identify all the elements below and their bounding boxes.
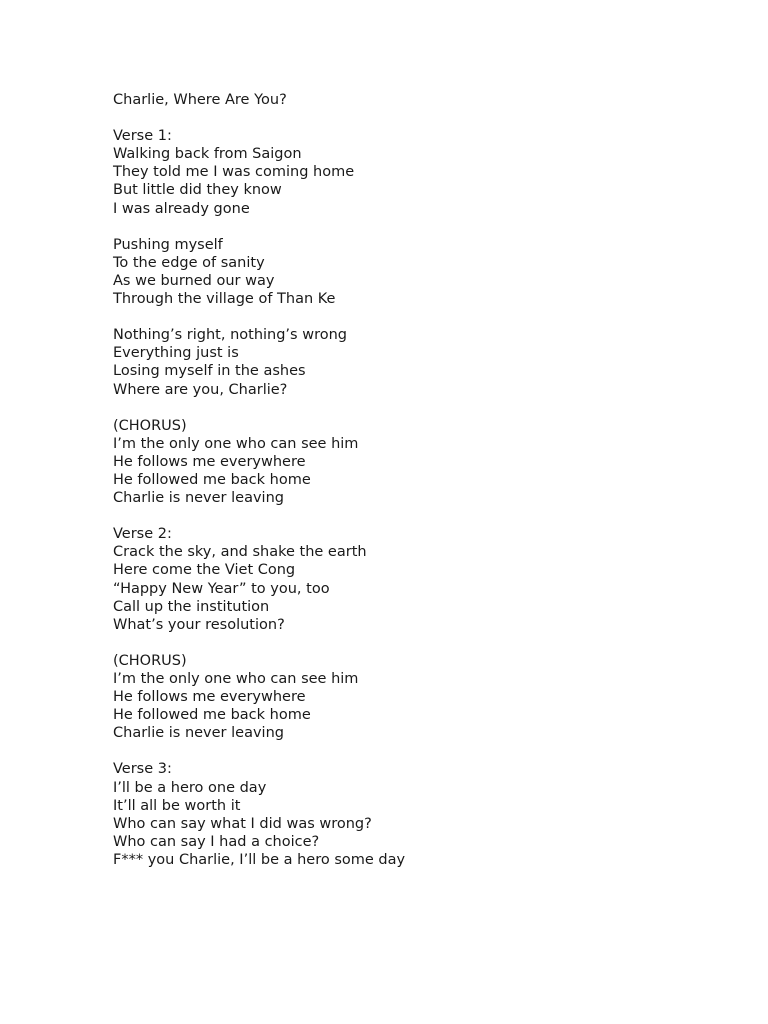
lyric-line: It’ll all be worth it [113, 797, 241, 814]
lyric-line: He followed me back home [113, 471, 311, 488]
lyrics-document [113, 91, 733, 887]
lyric-line: Charlie is never leaving [113, 490, 284, 507]
lyric-line: Where are you, Charlie? [113, 381, 288, 398]
stanza-list [113, 127, 733, 869]
lyric-line: Through the village of Than Ke [113, 291, 336, 308]
lyric-line: Everything just is [113, 345, 239, 362]
lyric-line: He followed me back home [113, 707, 311, 724]
lyric-line: Who can say I had a choice? [113, 833, 320, 850]
stanza [113, 525, 733, 634]
lyric-line: Verse 3: [113, 761, 172, 778]
stanza [113, 760, 733, 869]
lyric-line: F*** you Charlie, I’ll be a hero some day [113, 851, 406, 868]
lyric-line: Crack the sky, and shake the earth [113, 544, 367, 561]
lyric-line: They told me I was coming home [113, 164, 355, 181]
lyric-line: Verse 1: [113, 128, 172, 145]
lyric-line: He follows me everywhere [113, 689, 306, 706]
lyric-line: To the edge of sanity [113, 254, 265, 271]
lyric-line: Losing myself in the ashes [113, 363, 306, 380]
lyric-line: Nothing’s right, nothing’s wrong [113, 327, 347, 344]
stanza [113, 127, 733, 217]
lyric-line: Walking back from Saigon [113, 146, 302, 163]
lyric-line: (CHORUS) [113, 652, 187, 669]
lyric-line: As we burned our way [113, 272, 275, 289]
lyric-line: I’m the only one who can see him [113, 435, 359, 452]
stanza [113, 236, 733, 308]
stanza [113, 326, 733, 398]
stanza [113, 652, 733, 742]
lyric-line: What’s your resolution? [113, 616, 285, 633]
lyric-line: I’ll be a hero one day [113, 779, 267, 796]
song-title: Charlie, Where Are You? [113, 92, 287, 108]
lyric-line: Verse 2: [113, 526, 172, 543]
lyric-line: “Happy New Year” to you, too [113, 580, 330, 597]
lyric-line: He follows me everywhere [113, 453, 306, 470]
stanza [113, 417, 733, 507]
lyric-line: (CHORUS) [113, 417, 187, 434]
lyric-line: Call up the institution [113, 598, 270, 615]
lyric-line: I was already gone [113, 200, 250, 217]
lyric-line: But little did they know [113, 182, 282, 199]
lyric-line: Here come the Viet Cong [113, 562, 296, 579]
lyric-line: Pushing myself [113, 236, 223, 253]
lyric-line: Who can say what I did was wrong? [113, 815, 372, 832]
lyric-line: I’m the only one who can see him [113, 671, 359, 687]
lyric-line: Charlie is never leaving [113, 725, 284, 742]
